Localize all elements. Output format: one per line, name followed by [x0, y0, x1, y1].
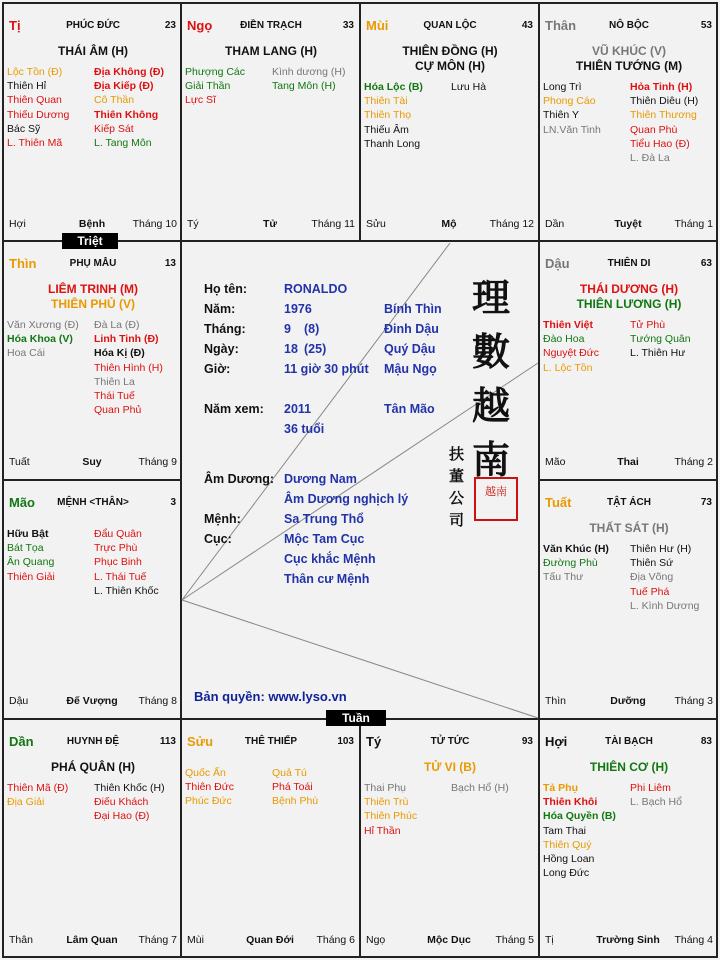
star-item: Địa Võng	[630, 571, 674, 584]
life-stage: Đế Vượng	[66, 695, 118, 707]
life-stage: Dưỡng	[610, 695, 646, 707]
main-star: THIÊN PHỦ (V)	[51, 297, 135, 311]
star-item: Tử Phù	[630, 319, 666, 331]
star-item: Kình dương (H)	[272, 66, 346, 78]
star-item: Địa Không (Đ)	[94, 66, 164, 78]
star-item: Thiên Y	[543, 109, 579, 122]
star-item: Thiên Khốc (H)	[94, 782, 165, 794]
star-item: Phúc Đức	[185, 795, 232, 808]
life-stage: Suy	[82, 456, 102, 468]
main-star: THÁI ÂM (H)	[58, 44, 128, 58]
star-item: Giải Thần	[185, 80, 231, 93]
palace-number: 63	[700, 258, 712, 269]
palace-footer	[543, 695, 713, 709]
footer-branch: Mão	[545, 456, 566, 468]
view-year-can-chi: Tân Mão	[384, 402, 435, 416]
life-stage: Mộ	[441, 218, 457, 230]
star-item: Bác Sỹ	[7, 122, 41, 135]
minor-stars-left	[543, 781, 616, 880]
minor-stars-right	[630, 542, 699, 613]
minor-stars-right	[630, 781, 682, 809]
star-item: Điếu Khách	[94, 796, 149, 809]
main-stars	[540, 521, 718, 536]
month-lunar: (8)	[304, 322, 320, 336]
star-item: Long Trì	[543, 81, 582, 93]
triet-tag: Triệt	[62, 233, 118, 249]
footer-month: Tháng 5	[495, 934, 534, 946]
am-duong-label: Âm Dương:	[204, 472, 275, 486]
footer-month: Tháng 9	[138, 456, 177, 468]
life-stage: Thai	[617, 456, 639, 468]
main-star: THÁI DƯƠNG (H)	[579, 282, 679, 296]
palace-footer	[364, 218, 534, 232]
star-item: Lộc Tồn (Đ)	[7, 66, 63, 78]
star-item: Văn Khúc (H)	[543, 543, 609, 555]
palace-footer	[7, 934, 177, 948]
star-item: Thai Phụ	[364, 782, 407, 794]
footer-branch: Mùi	[187, 934, 204, 946]
footer-month: Tháng 8	[138, 695, 177, 707]
star-item: LN.Văn Tinh	[543, 123, 601, 136]
day-can-chi: Quý Dậu	[384, 342, 436, 356]
star-item: Linh Tinh (Đ)	[94, 333, 159, 346]
palace-branch: Mão	[9, 495, 35, 510]
star-item: Thiên Thọ	[364, 109, 412, 122]
star-item: Phượng Các	[185, 66, 246, 78]
star-item: Tam Thai	[543, 824, 586, 837]
star-item: Lưu Hà	[451, 81, 487, 93]
main-star: VŨ KHÚC (V)	[592, 44, 666, 58]
palace-tuat[interactable]	[540, 481, 718, 719]
minor-stars-left	[543, 542, 609, 585]
palace-mui[interactable]	[361, 4, 539, 242]
center-info	[183, 243, 538, 717]
minor-stars-left	[7, 781, 68, 809]
palace-name: ĐIỀN TRẠCH	[240, 20, 302, 31]
minor-stars-left	[185, 766, 234, 809]
star-item: Hỉ Thần	[364, 824, 401, 837]
star-item: Đẩu Quân	[94, 528, 142, 540]
footer-month: Tháng 11	[311, 218, 355, 230]
star-item: Lực Sĩ	[185, 94, 216, 107]
palace-branch: Ngọ	[187, 18, 213, 33]
palace-mao[interactable]	[4, 481, 182, 719]
hour-value: 11 giờ 30 phút	[284, 362, 369, 376]
palace-branch: Thìn	[9, 256, 37, 271]
star-item: Văn Xương (Đ)	[7, 319, 79, 331]
star-item: Đại Hao (Đ)	[94, 810, 150, 823]
minor-stars-right	[94, 781, 165, 824]
star-item: L. Đà La	[630, 152, 670, 165]
palace-name: TỬ TỨC	[430, 736, 470, 747]
palace-footer	[543, 456, 713, 470]
star-item: L. Tang Môn	[94, 137, 152, 150]
name-value: RONALDO	[284, 282, 348, 296]
main-star: THAM LANG (H)	[225, 44, 317, 58]
palace-footer	[185, 934, 355, 948]
footer-month: Tháng 3	[674, 695, 713, 707]
tuan-tag: Tuần	[326, 710, 386, 726]
palace-number: 73	[700, 497, 712, 508]
main-star: TỬ VI (B)	[424, 760, 476, 774]
minor-stars-left	[7, 65, 69, 150]
life-stage: Lâm Quan	[66, 934, 118, 946]
main-stars	[540, 44, 718, 74]
star-item: Thiên Tài	[364, 95, 408, 108]
star-item: L. Thiên Mã	[7, 137, 63, 150]
star-item: Thiên Quan	[7, 94, 62, 107]
month-can-chi: Đinh Dậu	[384, 322, 439, 336]
palace-footer	[543, 934, 713, 948]
palace-branch: Tị	[9, 18, 21, 33]
footer-branch: Thân	[9, 934, 33, 946]
minor-stars-right	[451, 781, 509, 795]
palace-ngo[interactable]	[182, 4, 360, 242]
star-item: Tuế Phá	[630, 585, 670, 598]
main-star: THIÊN CƠ (H)	[589, 760, 669, 774]
palace-branch: Tuất	[545, 495, 572, 510]
life-stage: Mộc Dục	[427, 934, 471, 946]
palace-branch: Thân	[545, 18, 577, 33]
main-stars	[361, 760, 539, 775]
palace-branch: Hợi	[545, 734, 568, 749]
copyright-text: Bản quyền: www.lyso.vn	[194, 689, 347, 704]
minor-stars-left	[364, 80, 423, 151]
year-value: 1976	[284, 302, 312, 316]
star-item: Địa Kiếp (Đ)	[94, 80, 154, 93]
am-duong-note: Âm Dương nghịch lý	[284, 492, 409, 506]
main-stars	[4, 282, 182, 312]
calligraphy-title: 理數越南	[472, 275, 511, 482]
palace-name: THIÊN DI	[607, 258, 651, 269]
palace-number: 113	[159, 736, 176, 747]
palace-name: TẬT ÁCH	[607, 497, 651, 508]
palace-dau[interactable]	[540, 242, 718, 480]
footer-branch: Thìn	[545, 695, 567, 707]
star-item: Quả Tú	[272, 767, 307, 779]
star-item: Thiên Hình (H)	[94, 361, 163, 374]
palace-number: 13	[164, 258, 176, 269]
main-star: THIÊN ĐỒNG (H)	[402, 44, 498, 58]
star-item: Thiên Phúc	[364, 810, 418, 823]
palace-name: TÀI BẠCH	[605, 736, 653, 747]
palace-ty_b[interactable]	[361, 720, 539, 958]
star-item: Thiên Quý	[543, 838, 592, 851]
star-item: Bạch Hổ (H)	[451, 782, 509, 794]
minor-stars-right	[451, 80, 486, 94]
star-item: Bệnh Phù	[272, 795, 319, 808]
star-item: Thiên Hư (H)	[630, 543, 692, 555]
palace-footer	[7, 695, 177, 709]
main-stars	[182, 44, 360, 59]
footer-branch: Hợi	[9, 218, 26, 230]
star-item: Hỏa Tinh (H)	[630, 81, 693, 93]
star-item: Hữu Bật	[7, 528, 49, 540]
view-year-label: Năm xem:	[204, 402, 264, 416]
star-item: Thiên Trù	[364, 796, 409, 809]
star-item: Kiếp Sát	[94, 122, 134, 135]
month-label: Tháng:	[204, 322, 246, 336]
star-item: Thiên Giải	[7, 570, 55, 583]
palace-number: 53	[700, 20, 712, 31]
year-can-chi: Bính Thìn	[384, 302, 442, 316]
palace-footer	[543, 218, 713, 232]
life-stage: Tuyệt	[614, 218, 642, 230]
main-star: THIÊN TƯỚNG (M)	[575, 59, 683, 73]
star-item: Tả Phụ	[543, 782, 579, 794]
name-label: Họ tên:	[204, 282, 248, 296]
main-star: PHÁ QUÂN (H)	[51, 760, 135, 774]
palace-branch: Mùi	[366, 18, 389, 33]
main-star: CỰ MÔN (H)	[415, 59, 485, 73]
footer-branch: Tị	[545, 934, 554, 946]
star-item: Bát Tọa	[7, 542, 44, 555]
minor-stars-right	[272, 65, 345, 93]
star-item: Thiên Hỉ	[7, 80, 47, 93]
hour-can-chi: Mậu Ngọ	[384, 362, 437, 376]
footer-branch: Dậu	[9, 695, 29, 707]
cuc-note: Cục khắc Mệnh	[284, 552, 376, 566]
star-item: Hóa Khoa (V)	[7, 333, 73, 346]
month-value: 9	[284, 322, 291, 336]
star-item: Địa Giải	[7, 796, 45, 809]
palace-hoi[interactable]	[540, 720, 718, 958]
minor-stars-left	[543, 80, 601, 137]
minor-stars-right	[94, 65, 164, 150]
star-item: Thiếu Âm	[364, 123, 409, 136]
palace-branch: Tý	[366, 734, 382, 749]
palace-than_r[interactable]	[540, 4, 718, 242]
cuc-value: Mộc Tam Cục	[284, 532, 365, 546]
palace-branch: Dậu	[545, 256, 570, 271]
main-stars	[540, 282, 718, 312]
star-item: Đường Phù	[543, 557, 598, 570]
minor-stars-right	[94, 527, 159, 598]
minor-stars-left	[185, 65, 245, 108]
minor-stars-right	[272, 766, 318, 809]
palace-footer	[7, 456, 177, 470]
palace-number: 103	[337, 736, 354, 747]
star-item: Hóa Quyền (B)	[543, 810, 616, 823]
minor-stars-right	[630, 318, 691, 361]
star-item: Thiên Mã (Đ)	[7, 782, 69, 794]
star-item: Quan Phủ	[94, 404, 142, 417]
day-lunar: (25)	[304, 342, 327, 356]
life-stage: Tử	[262, 218, 278, 230]
footer-month: Tháng 4	[674, 934, 713, 946]
star-item: L. Thiên Hư	[630, 347, 686, 360]
footer-month: Tháng 7	[138, 934, 177, 946]
star-item: Thiên Sứ	[630, 557, 674, 570]
palace-number: 93	[521, 736, 533, 747]
palace-branch: Sửu	[187, 734, 214, 749]
palace-number: 43	[521, 20, 533, 31]
star-item: Thiên Khôi	[543, 796, 598, 809]
star-item: Quốc Ấn	[185, 767, 226, 779]
age-value: 36 tuổi	[284, 422, 325, 436]
star-item: Tang Môn (H)	[272, 80, 336, 93]
star-item: Hóa Kị (Đ)	[94, 347, 145, 360]
main-stars	[4, 760, 182, 775]
palace-ti[interactable]	[4, 4, 182, 242]
star-item: Hóa Lộc (B)	[364, 81, 423, 93]
main-star: THIÊN LƯƠNG (H)	[576, 297, 682, 311]
palace-name: NÔ BỘC	[609, 20, 649, 31]
palace-name: THÊ THIẾP	[244, 736, 298, 747]
star-item: Thiên Không	[94, 108, 159, 121]
minor-stars-right	[94, 318, 163, 417]
star-item: Ân Quang	[7, 556, 55, 569]
palace-number: 3	[170, 497, 176, 508]
star-item: Nguyệt Đức	[543, 347, 600, 360]
life-stage: Trường Sinh	[596, 934, 660, 946]
star-item: Hồng Loan	[543, 853, 595, 866]
star-item: L. Bạch Hổ	[630, 796, 682, 809]
main-stars	[361, 44, 539, 74]
calligraphy-side: 扶董公司	[449, 445, 465, 529]
star-item: L. Thiên Khốc	[94, 584, 159, 597]
star-item: Thiên Việt	[543, 319, 593, 331]
menh-value: Sa Trung Thổ	[284, 512, 364, 526]
footer-branch: Sửu	[366, 218, 386, 230]
main-stars	[4, 44, 182, 59]
star-item: Thanh Long	[364, 137, 421, 150]
year-label: Năm:	[204, 302, 236, 316]
day-label: Ngày:	[204, 342, 239, 356]
star-item: L. Lộc Tồn	[543, 361, 593, 374]
red-seal-stamp: 越南	[474, 477, 518, 521]
star-item: Thiên Thương	[630, 109, 697, 122]
minor-stars-right	[630, 80, 698, 165]
star-item: Long Đức	[543, 867, 590, 880]
palace-name: PHỤ MẪU	[69, 258, 117, 269]
star-item: L. Kình Dương	[630, 599, 700, 612]
palace-number: 23	[164, 20, 176, 31]
footer-month: Tháng 1	[674, 218, 713, 230]
palace-dan[interactable]	[4, 720, 182, 958]
star-item: Tướng Quân	[630, 333, 691, 346]
star-item: L. Thái Tuế	[94, 570, 147, 583]
star-item: Thiên La	[94, 375, 135, 388]
star-item: Thiên Đức	[185, 781, 235, 794]
palace-suu[interactable]	[182, 720, 360, 958]
than-note: Thân cư Mệnh	[284, 572, 370, 586]
star-item: Phong Cáo	[543, 95, 596, 108]
footer-branch: Ngọ	[366, 934, 386, 946]
star-item: Đà La (Đ)	[94, 319, 140, 331]
footer-month: Tháng 2	[674, 456, 713, 468]
star-item: Thiên Diêu (H)	[630, 95, 699, 108]
day-value: 18	[284, 342, 298, 356]
footer-month: Tháng 12	[489, 218, 534, 230]
minor-stars-left	[364, 781, 417, 838]
footer-month: Tháng 10	[132, 218, 177, 230]
footer-branch: Dần	[545, 218, 565, 230]
cuc-label: Cục:	[204, 532, 232, 546]
am-duong-value: Dương Nam	[284, 472, 357, 486]
minor-stars-left	[7, 318, 79, 361]
star-item: Quan Phù	[630, 123, 678, 136]
star-item: Tiểu Hao (Đ)	[630, 137, 690, 150]
view-year-value: 2011	[284, 402, 312, 416]
palace-number: 83	[700, 736, 712, 747]
star-item: Phá Toái	[272, 781, 313, 794]
menh-label: Mệnh:	[204, 512, 241, 526]
palace-footer	[364, 934, 534, 948]
palace-footer	[185, 218, 355, 232]
palace-name: QUAN LỘC	[423, 20, 477, 31]
palace-thin[interactable]	[4, 242, 182, 480]
palace-footer	[7, 218, 177, 232]
star-item: Tấu Thư	[543, 571, 584, 584]
life-stage: Quan Đới	[246, 934, 294, 946]
palace-name: PHÚC ĐỨC	[66, 20, 120, 31]
star-item: Trực Phù	[94, 542, 138, 555]
footer-month: Tháng 6	[316, 934, 355, 946]
main-star: THẤT SÁT (H)	[589, 521, 669, 535]
palace-branch: Dần	[9, 734, 34, 749]
main-star: LIÊM TRINH (M)	[48, 282, 138, 296]
palace-name: HUYNH ĐỆ	[66, 736, 120, 747]
star-item: Đào Hoa	[543, 333, 585, 346]
footer-branch: Tuất	[9, 456, 30, 468]
main-stars	[540, 760, 718, 775]
star-item: Hoa Cái	[7, 347, 45, 360]
life-stage: Bệnh	[78, 218, 106, 230]
minor-stars-left	[7, 527, 55, 584]
palace-number: 33	[342, 20, 354, 31]
footer-branch: Tý	[187, 218, 199, 230]
star-item: Thiếu Dương	[7, 108, 70, 121]
palace-name: MỆNH <THÂN>	[57, 497, 129, 508]
star-item: Thái Tuế	[94, 390, 135, 403]
hour-label: Giờ:	[204, 362, 231, 376]
minor-stars-left	[543, 318, 599, 375]
star-item: Phục Binh	[94, 556, 142, 569]
star-item: Cô Thần	[94, 94, 135, 107]
star-item: Phi Liêm	[630, 782, 671, 794]
